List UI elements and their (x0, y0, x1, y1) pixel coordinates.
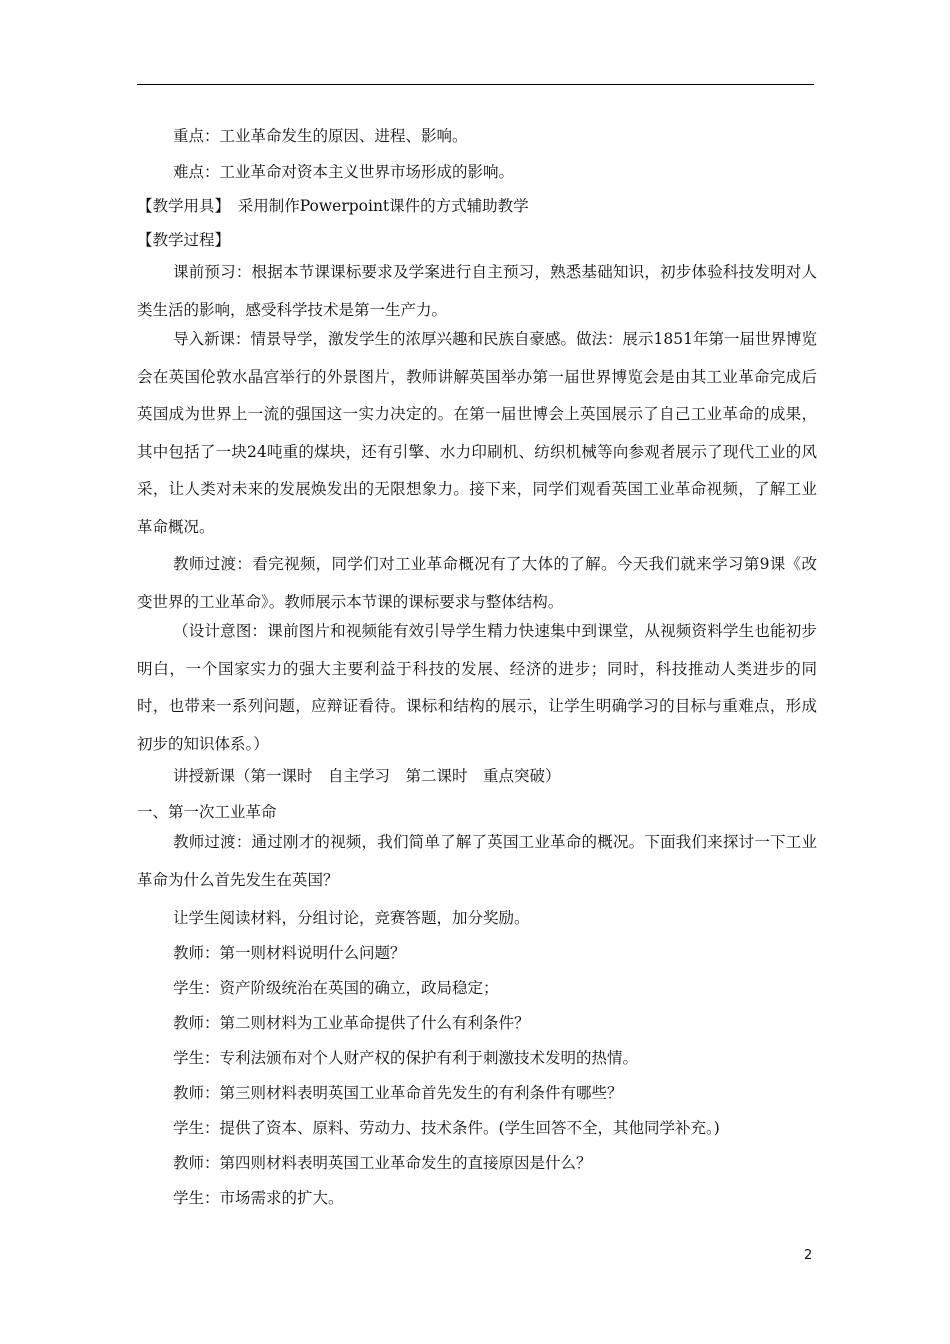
teaching-tools: 【教学用具】 采用制作Powerpoint课件的方式辅助教学 (137, 197, 529, 215)
student-answer-4: 学生：市场需求的扩大。 (173, 1189, 344, 1207)
student-answer-2: 学生：专利法颁布对个人财产权的保护有利于刺激技术发明的热情。 (173, 1049, 639, 1067)
section-heading-1: 一、第一次工业革命 (137, 803, 277, 821)
student-answer-3: 学生：提供了资本、原料、劳动力、技术条件。(学生回答不全，其他同学补充。) (173, 1119, 720, 1137)
key-point: 重点：工业革命发生的原因、进程、影响。 (173, 127, 468, 145)
activity-line: 让学生阅读材料，分组讨论，竞赛答题，加分奖励。 (173, 909, 530, 927)
teacher-question-1: 教师：第一则材料说明什么问题？ (173, 944, 406, 962)
preview-paragraph: 课前预习：根据本节课课标要求及学案进行自主预习，熟悉基础知识，初步体验科技发明对人类生活的影响，感受科学技术是第一生产力。 (137, 263, 817, 319)
teacher-question-2: 教师：第二则材料为工业革命提供了什么有利条件？ (173, 1014, 530, 1032)
difficult-point: 难点：工业革命对资本主义世界市场形成的影响。 (173, 163, 515, 181)
header-rule (137, 84, 814, 85)
design-intent-paragraph: （设计意图：课前图片和视频能有效引导学生精力快速集中到课堂，从视频资料学生也能初步明白，一个国家实力的强大主要利益于科技的发展、经济的进步；同时，科技推动人类进步的同时，也带来一系列问题，应辩证看待。课标和结构的展示，让学生明确学习的目标与重难点，形成初步的知识体系。） (137, 622, 817, 753)
teacher-question-3: 教师：第三则材料表明英国工业革命首先发生的有利条件有哪些？ (173, 1084, 623, 1102)
teacher-question-4: 教师：第四则材料表明英国工业革命发生的直接原因是什么？ (173, 1154, 592, 1172)
transition-paragraph-2: 教师过渡：通过刚才的视频，我们简单了解了英国工业革命的概况。下面我们来探讨一下工业革命为什么首先发生在英国？ (137, 833, 817, 889)
new-lesson-line: 讲授新课（第一课时 自主学习 第二课时 重点突破） (173, 767, 561, 785)
teaching-process-heading: 【教学过程】 (137, 231, 231, 249)
student-answer-1: 学生：资产阶级统治在英国的确立，政局稳定； (173, 979, 499, 997)
page-number: 2 (804, 1248, 813, 1263)
transition-paragraph-1: 教师过渡：看完视频，同学们对工业革命概况有了大体的了解。今天我们就来学习第9课《改变世界的工业革命》。教师展示本节课的课标要求与整体结构。 (137, 555, 817, 611)
intro-paragraph: 导入新课：情景导学，激发学生的浓厚兴趣和民族自豪感。做法：展示1851年第一届世界博览会在英国伦敦水晶宫举行的外景图片，教师讲解英国举办第一届世界博览会是由其工业革命完成后英国成为世界上一流的强国这一实力决定的。在第一届世博会上英国展示了自己工业革命的成果，其中包括了一块24吨重的煤块，还有引擎、水力印刷机、纺织机械等向参观者展示了现代工业的风采，让人类对未来的发展焕发出的无限想象力。接下来，同学们观看英国工业革命视频，了解工业革命概况。 (137, 330, 817, 536)
